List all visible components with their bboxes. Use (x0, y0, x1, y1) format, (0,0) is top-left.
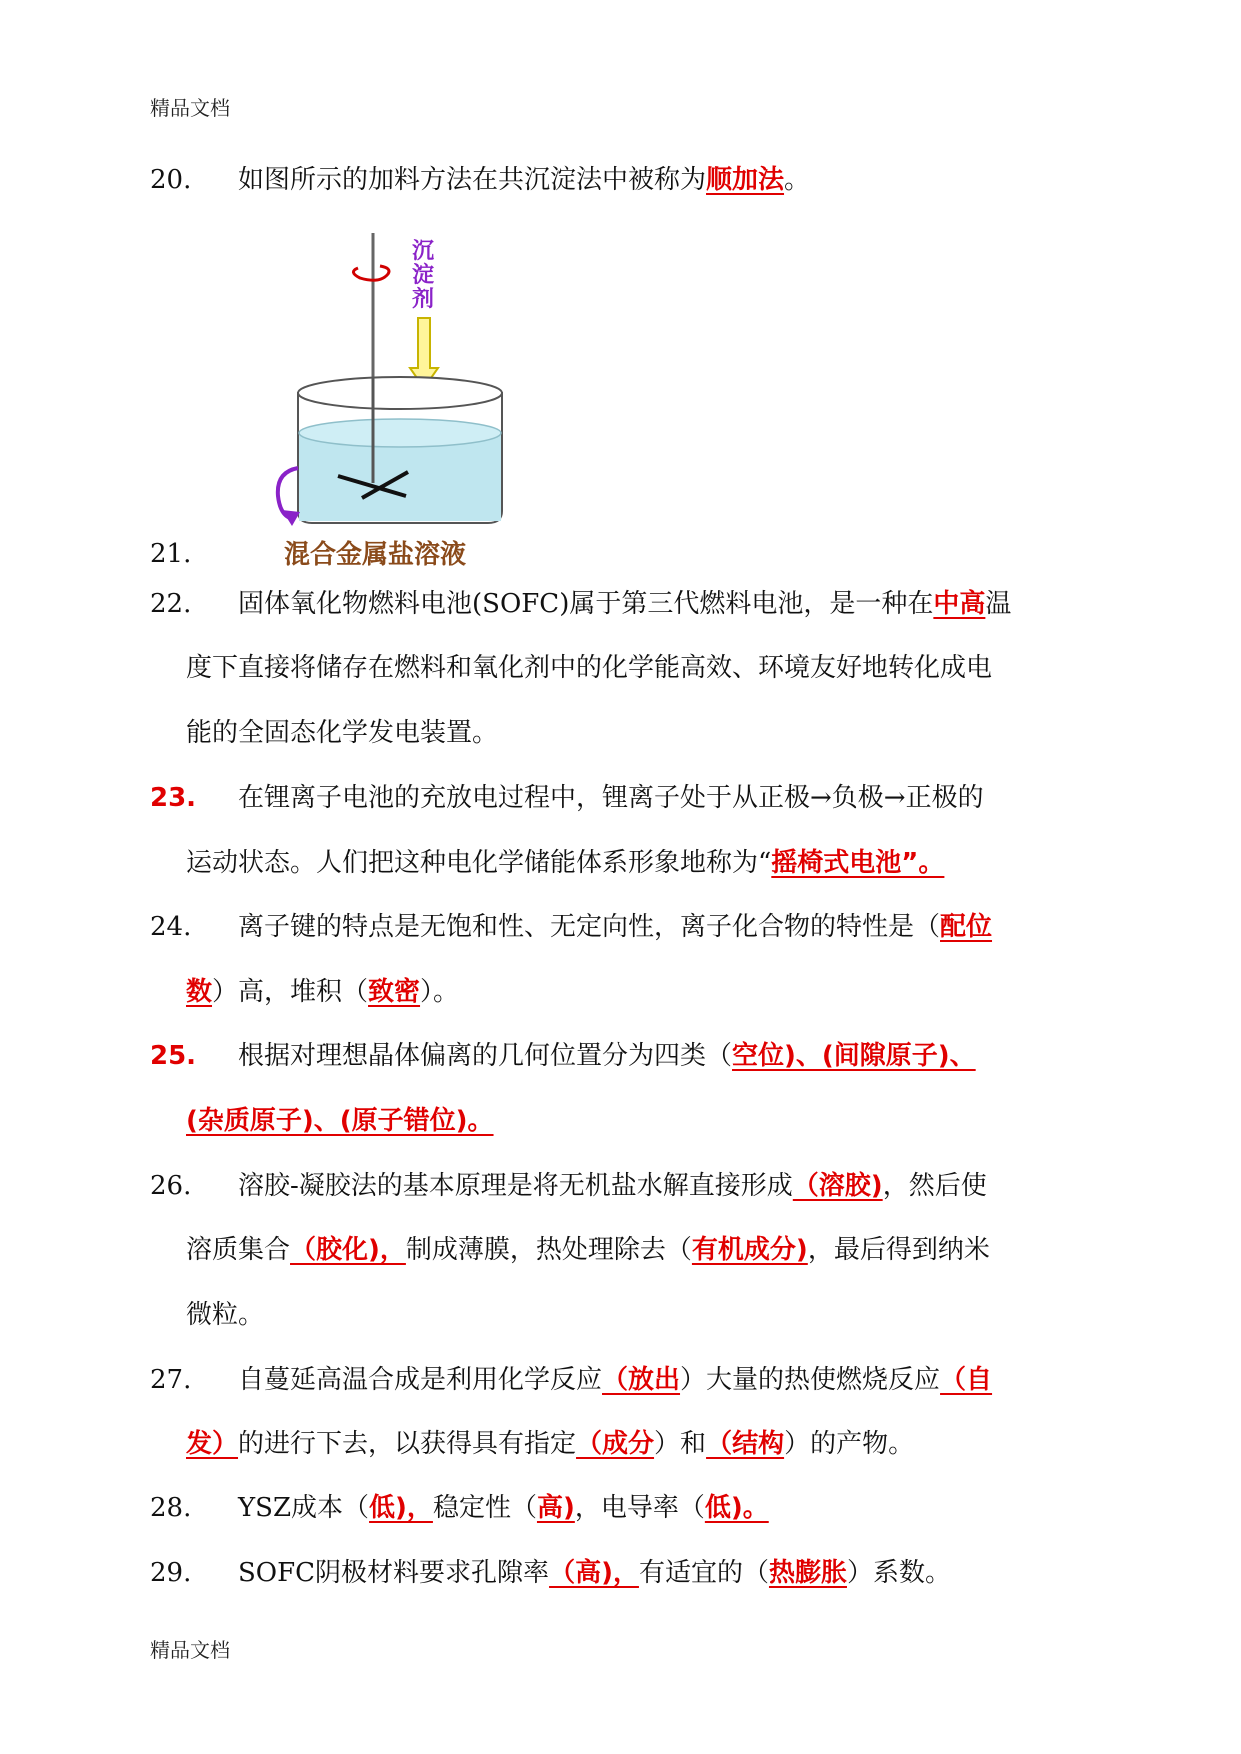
beaker-rim (298, 377, 502, 409)
answer: 热膨胀 (768, 1558, 847, 1588)
arrow-head-icon (282, 510, 300, 526)
question-number: 24. (150, 912, 192, 942)
answer: (杂质原子)、(原子错位)。 (186, 1106, 494, 1136)
question-text: ）。 (420, 977, 460, 1007)
question-24-line-1 (238, 909, 992, 945)
question-number: 28. (150, 1493, 192, 1523)
outflow-arrow-icon (278, 468, 298, 518)
question-28 (238, 1490, 769, 1526)
page-footer: 精品文档 (150, 1638, 230, 1662)
question-26-line-2 (186, 1232, 990, 1268)
question-number: 22. (150, 589, 192, 619)
question-23-line-2 (186, 845, 944, 881)
question-29 (238, 1555, 951, 1591)
question-text: ）的产物。 (784, 1429, 915, 1459)
answer: （胶化)， (290, 1235, 406, 1265)
answer: 致密 (368, 977, 421, 1007)
question-text: 自蔓延高温合成是利用化学反应 (238, 1365, 603, 1395)
question-22-line-1 (238, 586, 1011, 622)
question-26-line-3: 微粒。 (186, 1300, 265, 1330)
question-text: 离子键的特点是无饱和性、无定向性，离子化合物的特性是（ (238, 912, 941, 942)
precipitant-label: 剂 (412, 286, 435, 312)
question-22-line-3: 能的全固态化学发电装置。 (186, 718, 499, 748)
answer: 低)。 (704, 1493, 769, 1523)
question-text: ，电导率（ (574, 1493, 705, 1523)
question-text: 根据对理想晶体偏离的几何位置分为四类（ (238, 1041, 733, 1071)
coprecipitation-figure (270, 228, 560, 568)
question-number: 21. (150, 539, 192, 569)
question-text: ）高，堆积（ (212, 977, 369, 1007)
question-number: 20. (150, 165, 192, 195)
answer: 发） (186, 1429, 239, 1459)
question-text: 。 (784, 165, 811, 195)
answer: 数 (186, 977, 213, 1007)
question-text: 如图所示的加料方法在共沉淀法中被称为 (238, 165, 707, 195)
answer: 顺加法 (706, 165, 785, 195)
precipitant-label: 沉 (412, 238, 435, 264)
answer: 空位)、(间隙原子)、 (732, 1041, 976, 1071)
question-24-line-2 (186, 974, 459, 1010)
page-header: 精品文档 (150, 96, 230, 120)
answer: 高) (536, 1493, 575, 1523)
question-25-line-2 (186, 1103, 494, 1139)
answer: （放出 (602, 1365, 681, 1395)
answer: 低)， (369, 1493, 433, 1523)
question-text: 的进行下去，以获得具有指定 (238, 1429, 577, 1459)
question-text: 运动状态。人们把这种电化学储能体系形象地称为“ (186, 848, 772, 878)
question-text: 稳定性（ (432, 1493, 537, 1523)
question-text: 有适宜的（ (638, 1558, 769, 1588)
answer: 配位 (940, 912, 993, 942)
question-text: 固体氧化物燃料电池(SOFC)属于第三代燃料电池，是一种在 (238, 589, 934, 619)
question-number: 29. (150, 1558, 192, 1588)
question-25-line-1 (238, 1038, 976, 1074)
question-text: YSZ成本（ (238, 1493, 370, 1523)
question-number: 26. (150, 1171, 192, 1201)
question-27-line-2 (186, 1426, 914, 1462)
answer: （溶胶) (792, 1171, 883, 1201)
question-text: ，然后使 (882, 1171, 987, 1201)
answer: （自 (940, 1365, 993, 1395)
answer: （成分 (576, 1429, 655, 1459)
question-text: SOFC阴极材料要求孔隙率 (238, 1558, 550, 1588)
question-text: 温 (985, 589, 1012, 619)
answer: 中高 (933, 589, 986, 619)
question-20 (238, 162, 810, 198)
question-23-line-1: 在锂离子电池的充放电过程中，锂离子处于从正极→负极→正极的 (238, 783, 984, 813)
solution-caption: 混合金属盐溶液 (284, 540, 467, 568)
question-number: 23. (150, 783, 197, 813)
answer: （结构 (706, 1429, 785, 1459)
question-number: 27. (150, 1365, 192, 1395)
precipitant-label: 淀 (412, 262, 435, 288)
question-text: 溶胶-凝胶法的基本原理是将无机盐水解直接形成 (238, 1171, 793, 1201)
answer: （高)， (549, 1558, 639, 1588)
question-text: 溶质集合 (186, 1235, 291, 1265)
question-27-line-1 (238, 1362, 992, 1398)
question-text: 制成薄膜，热处理除去（ (405, 1235, 692, 1265)
question-text: ）系数。 (846, 1558, 951, 1588)
question-text: ）和 (654, 1429, 707, 1459)
liquid-surface (299, 419, 501, 447)
question-26-line-1 (238, 1168, 987, 1204)
answer: 有机成分) (691, 1235, 808, 1265)
answer: 摇椅式电池”。 (771, 848, 945, 878)
question-text: ，最后得到纳米 (807, 1235, 990, 1265)
question-22-line-2: 度下直接将储存在燃料和氧化剂中的化学能高效、环境友好地转化成电 (186, 653, 993, 683)
question-text: ）大量的热使燃烧反应 (680, 1365, 941, 1395)
rotation-swirl (353, 266, 389, 280)
question-number: 25. (150, 1041, 197, 1071)
